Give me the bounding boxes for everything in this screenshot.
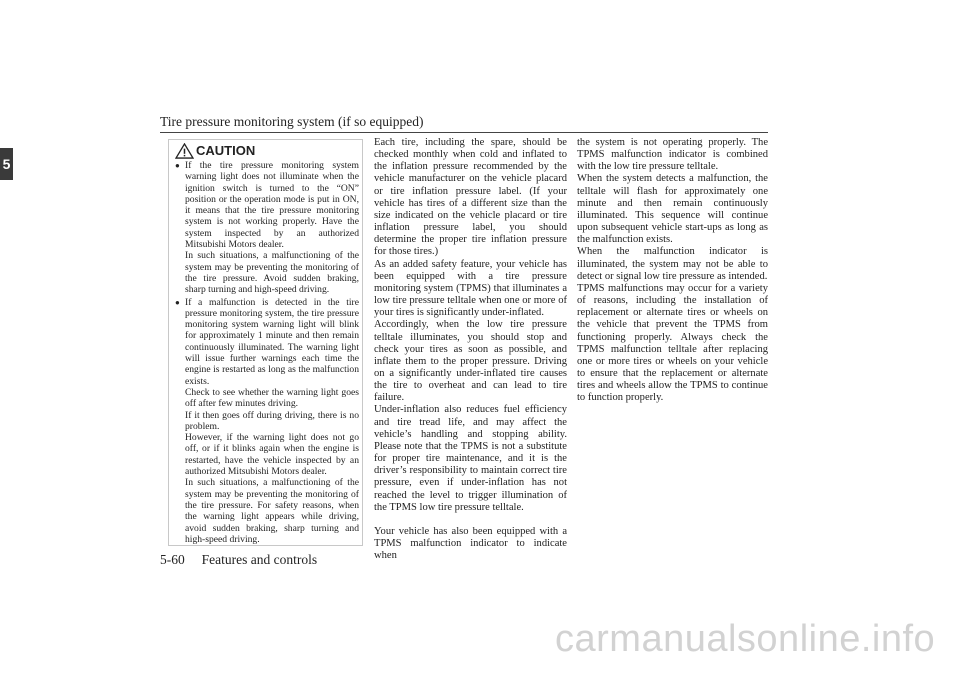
caution-header (175, 142, 359, 159)
chapter-tab: 5 (0, 148, 13, 180)
caution-item (175, 160, 359, 296)
caution-text: If the tire pressure monitoring system warning light does not illuminate when the ignition switch is turned to the “ON” position or the operation mode is put in ON, it means that the tire pressure monitoring system is not working properly. Have the system inspected by an authorized Mitsubishi Motors dealer. (185, 160, 359, 251)
warning-triangle-icon (175, 143, 194, 159)
body-paragraph: TPMS malfunctions may occur for a variety of reasons, including the installation of replacement or alternate tires or wheels on the vehicle that prevent the TPMS from functioning properly. Always check the TPMS malfunction telltale after replacing one or more tires or wheels on your vehicle to ensure that the replacement or alternate tires and wheels allow the TPMS to continue to function properly. (577, 282, 768, 404)
body-paragraph: Accordingly, when the low tire pressure telltale illuminates, you should stop and check your tires as soon as possible, and inflate them to the proper pressure. Driving on a significantly under-inflated tire causes the tire to overheat and can lead to tire failure. (374, 319, 567, 404)
body-paragraph: the system is not operating properly. The TPMS malfunction indicator is combined with the low tire pressure telltale. (577, 137, 768, 173)
header-divider (160, 132, 768, 133)
caution-text: However, if the warning light does not go off, or if it blinks again when the engine is restarted, have the vehicle inspected by an authorized Mitsubishi Motors dealer. (185, 432, 359, 478)
body-paragraph: Under-inflation also reduces fuel efficiency and tire tread life, and may affect the vehicle’s handling and stopping ability. Please note that the TPMS is not a substitute for proper tire maintenance, and it is the driver’s responsibility to maintain correct tire pressure, even if under-inflation has not reached the level to trigger illumination of the TPMS low tire pressure telltale. (374, 404, 567, 513)
body-paragraph: When the system detects a malfunction, the telltale will flash for approximately one minute and then remain continuously illuminated. This sequence will continue upon subsequent vehicle start-ups as long as the malfunction exists. (577, 173, 768, 246)
body-paragraph: Your vehicle has also been equipped with a TPMS malfunction indicator to indicate when (374, 525, 567, 562)
body-paragraph: Each tire, including the spare, should be checked monthly when cold and inflated to the inflation pressure recommended by the vehicle manufacturer on the vehicle placard or tire inflation pressure label. (If your vehicle has tires of a different size than the size indicated on the vehicle placard or tire inflation pressure label, you should determine the proper tire inflation pressure for those tires.) (374, 137, 567, 258)
caution-box (168, 139, 363, 546)
page-footer-ref: 5-60 Features and controls (160, 552, 318, 567)
caution-text: If a malfunction is detected in the tire pressure monitoring system, the tire pressure monitoring system warning light will blink for approximately 1 minute and then remain continuously illuminated. The warning light will issue further warnings each time the engine is restarted as long as the malfunction exists. (185, 296, 359, 387)
body-paragraph: As an added safety feature, your vehicle has been equipped with a tire pressure monitoring system (TPMS) that illuminates a low tire pressure telltale when one or more of your tires is significantly under-inflated. (374, 258, 567, 319)
caution-label: CAUTION (196, 143, 256, 158)
caution-text: Check to see whether the warning light goes off after few minutes driving. (185, 386, 359, 410)
caution-text: In such situations, a malfunctioning of the system may be preventing the monitoring of the tire pressure. For safety reasons, when the warning light appears while driving, avoid sudden braking, sharp turning and high-speed driving. (185, 477, 359, 545)
watermark: carmanualsonline.info (555, 618, 936, 660)
middle-column (374, 137, 567, 562)
caution-text: In such situations, a malfunctioning of the system may be preventing the monitoring of the tire pressure. Avoid sudden braking, sharp turning and high-speed driving. (185, 250, 359, 296)
bullet-icon: ● (175, 161, 180, 170)
caution-text: If it then goes off during driving, there is no problem. (185, 409, 359, 432)
bullet-icon: ● (175, 297, 180, 307)
caution-item (175, 297, 359, 546)
body-paragraph: When the malfunction indicator is illuminated, the system may not be able to detect or signal low tire pressure as intended. (577, 246, 768, 282)
right-column (577, 137, 768, 404)
page-header-title: Tire pressure monitoring system (if so equipped) (160, 114, 424, 129)
